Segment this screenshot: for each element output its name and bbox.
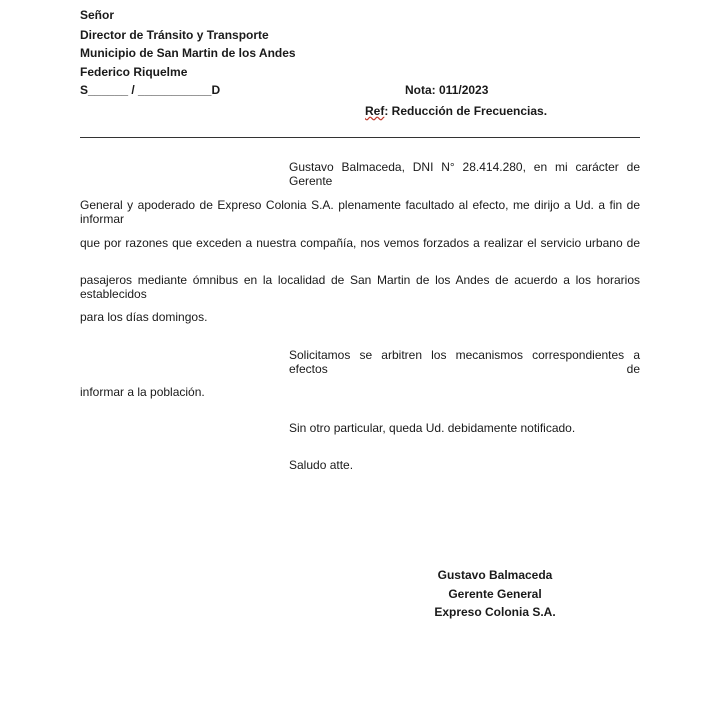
body-closing: Sin otro particular, queda Ud. debidamente notificado. xyxy=(289,421,576,435)
body-p1-line-4: pasajeros mediante ómnibus en la localidad de San Martin de los Andes de acuerdo a los horarios establecidos xyxy=(80,273,640,301)
signature-name: Gustavo Balmaceda xyxy=(437,568,553,582)
body-p1-line-2: General y apoderado de Expreso Colonia S.A. plenamente facultado al efecto, me dirijo a Ud. a fin de informar xyxy=(80,198,640,226)
recipient-title: Director de Tránsito y Transporte xyxy=(80,28,269,42)
body-p1-line-5: para los días domingos. xyxy=(80,310,208,324)
signature-company: Expreso Colonia S.A. xyxy=(434,605,556,619)
body-p1-line-3: que por razones que exceden a nuestra compañía, nos vemos forzados a realizar el servicio urbano de xyxy=(80,236,640,250)
recipient-name: Federico Riquelme xyxy=(80,65,188,79)
signature-position: Gerente General xyxy=(448,587,542,601)
recipient-reference-line: S______ / ___________D xyxy=(80,83,221,97)
recipient-organization: Municipio de San Martin de los Andes xyxy=(80,46,296,60)
recipient-salutation: Señor xyxy=(80,8,115,22)
body-p2-line-2: informar a la población. xyxy=(80,385,205,399)
ref-text: : Reducción de Frecuencias. xyxy=(384,104,548,118)
note-reference xyxy=(365,104,547,118)
note-number: Nota: 011/2023 xyxy=(405,83,489,97)
ref-label: Ref xyxy=(365,104,385,118)
header-divider xyxy=(80,137,640,138)
body-greeting: Saludo atte. xyxy=(289,458,354,472)
body-p2-line-1: Solicitamos se arbitren los mecanismos correspondientes a efectos de xyxy=(289,348,640,376)
body-p1-line-1: Gustavo Balmaceda, DNI N° 28.414.280, en mi carácter de Gerente xyxy=(289,160,640,188)
